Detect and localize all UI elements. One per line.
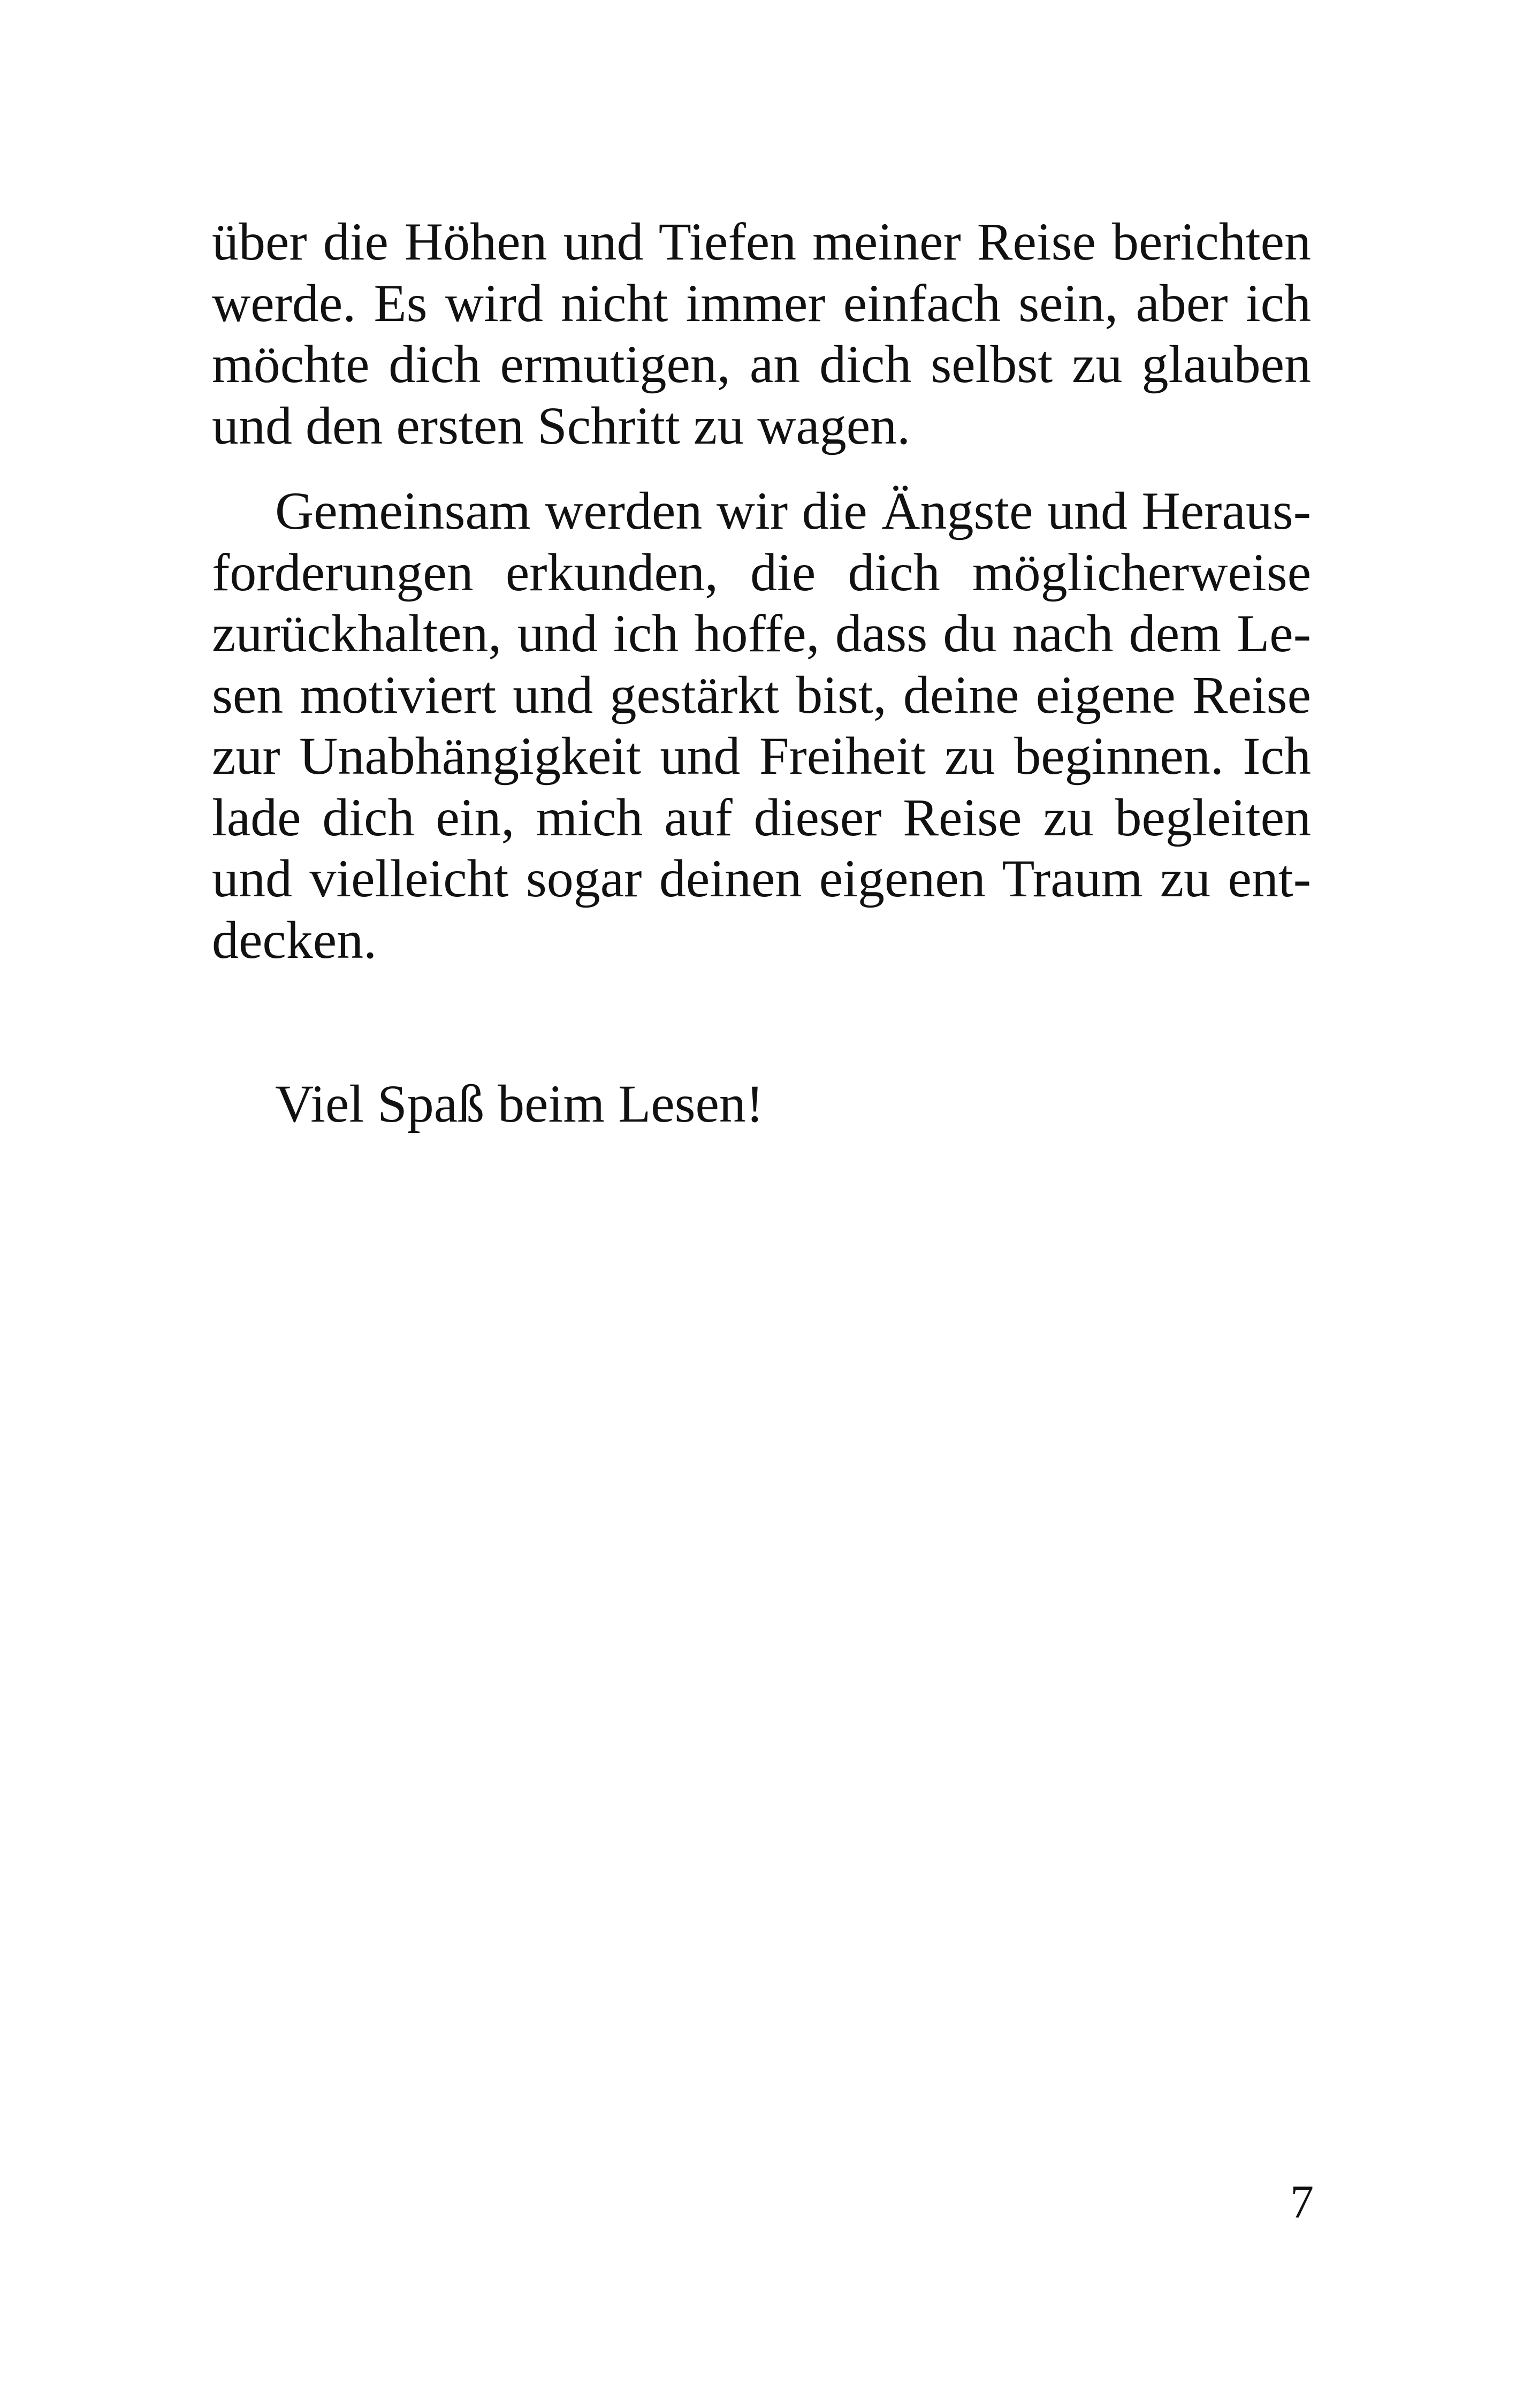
text-line: werde. Es wird nicht immer einfach sein, aber ich [212, 273, 1311, 333]
page-number: 7 [1290, 2176, 1314, 2228]
text-line: sen motiviert und gestärkt bist, deine eigene Reise [212, 665, 1311, 725]
text-line: möchte dich ermutigen, an dich selbst zu glauben [212, 334, 1311, 394]
body-text [212, 211, 1311, 971]
paragraph [212, 481, 1311, 971]
paragraph [212, 211, 1311, 456]
text-line: forderungen erkunden, die dich möglicherweise [212, 542, 1311, 602]
text-line: decken. [212, 910, 377, 970]
text-line: lade dich ein, mich auf dieser Reise zu begleiten [212, 787, 1311, 847]
text-line: Gemeinsam werden wir die Ängste und Heraus- [275, 481, 1311, 540]
text-line: und den ersten Schritt zu wagen. [212, 395, 911, 455]
closing-line: Viel Spaß beim Lesen! [275, 1074, 764, 1133]
text-line: zur Unabhängigkeit und Freiheit zu beginnen. Ich [212, 726, 1311, 786]
text-line: und vielleicht sogar deinen eigenen Traum zu ent- [212, 849, 1311, 908]
text-line: über die Höhen und Tiefen meiner Reise berichten [212, 212, 1311, 271]
text-line: zurückhalten, und ich hoffe, dass du nach dem Le- [212, 604, 1311, 663]
